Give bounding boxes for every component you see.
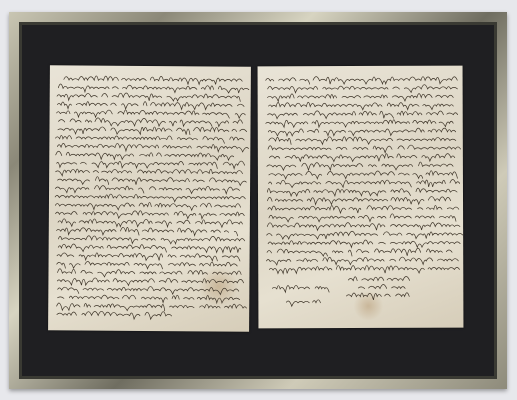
- handwriting-line: [57, 160, 245, 169]
- handwriting-line: [267, 248, 452, 256]
- handwriting-line: [57, 311, 172, 319]
- handwriting-line: [267, 93, 456, 101]
- handwriting-line: [58, 244, 247, 253]
- handwriting-line: [57, 93, 240, 102]
- handwriting-line: [57, 143, 248, 152]
- handwriting-line: [56, 168, 243, 177]
- handwriting-line: [57, 101, 244, 110]
- handwriting-line: [55, 194, 245, 203]
- handwriting-line: [266, 119, 454, 127]
- handwriting-line: [58, 235, 244, 244]
- document-page-left: [48, 65, 251, 331]
- handwriting-line: [269, 154, 454, 162]
- handwriting-line: [57, 277, 243, 286]
- handwriting-line: [266, 76, 458, 84]
- handwriting-line: [55, 185, 239, 194]
- handwriting-line: [268, 128, 455, 136]
- handwriting-line: [267, 196, 455, 204]
- handwriting-line: [269, 136, 456, 144]
- handwriting-line: [58, 118, 242, 127]
- handwriting-line: [269, 265, 459, 273]
- handwriting-line: [57, 109, 246, 118]
- handwriting-line: [286, 300, 320, 306]
- handwriting-line: [267, 162, 457, 170]
- handwriting-line: [64, 76, 242, 85]
- handwriting-left: [48, 65, 251, 331]
- handwriting-line: [269, 102, 454, 110]
- handwriting-line: [269, 171, 458, 179]
- handwriting-line: [58, 294, 240, 303]
- handwriting-line: [58, 126, 247, 135]
- handwriting-line: [267, 222, 460, 230]
- handwriting-line: [269, 214, 456, 222]
- handwriting-line: [348, 276, 409, 280]
- handwriting-line: [268, 205, 459, 213]
- handwriting-line: [57, 253, 240, 261]
- handwriting-right: [258, 66, 464, 329]
- handwriting-line: [56, 210, 251, 219]
- handwriting-line: [58, 219, 242, 228]
- handwriting-line: [57, 303, 247, 312]
- handwriting-line: [56, 227, 237, 236]
- handwriting-line: [358, 284, 405, 288]
- handwriting-line: [57, 261, 243, 269]
- handwriting-line: [346, 293, 412, 300]
- handwriting-line: [58, 286, 239, 295]
- handwriting-line: [267, 231, 463, 239]
- handwriting-line: [269, 179, 460, 187]
- handwriting-line: [56, 151, 240, 160]
- handwriting-line: [268, 110, 458, 118]
- handwriting-line: [55, 135, 244, 143]
- document-page-right: [258, 66, 464, 329]
- handwriting-line: [268, 85, 458, 93]
- handwriting-line: [55, 202, 240, 211]
- handwriting-line: [57, 269, 247, 278]
- handwriting-line: [268, 145, 461, 153]
- handwriting-line: [268, 240, 460, 248]
- handwriting-line: [266, 257, 458, 265]
- handwriting-line: [58, 84, 249, 93]
- handwriting-line: [267, 188, 457, 196]
- handwriting-line: [272, 285, 329, 292]
- handwriting-line: [57, 176, 246, 185]
